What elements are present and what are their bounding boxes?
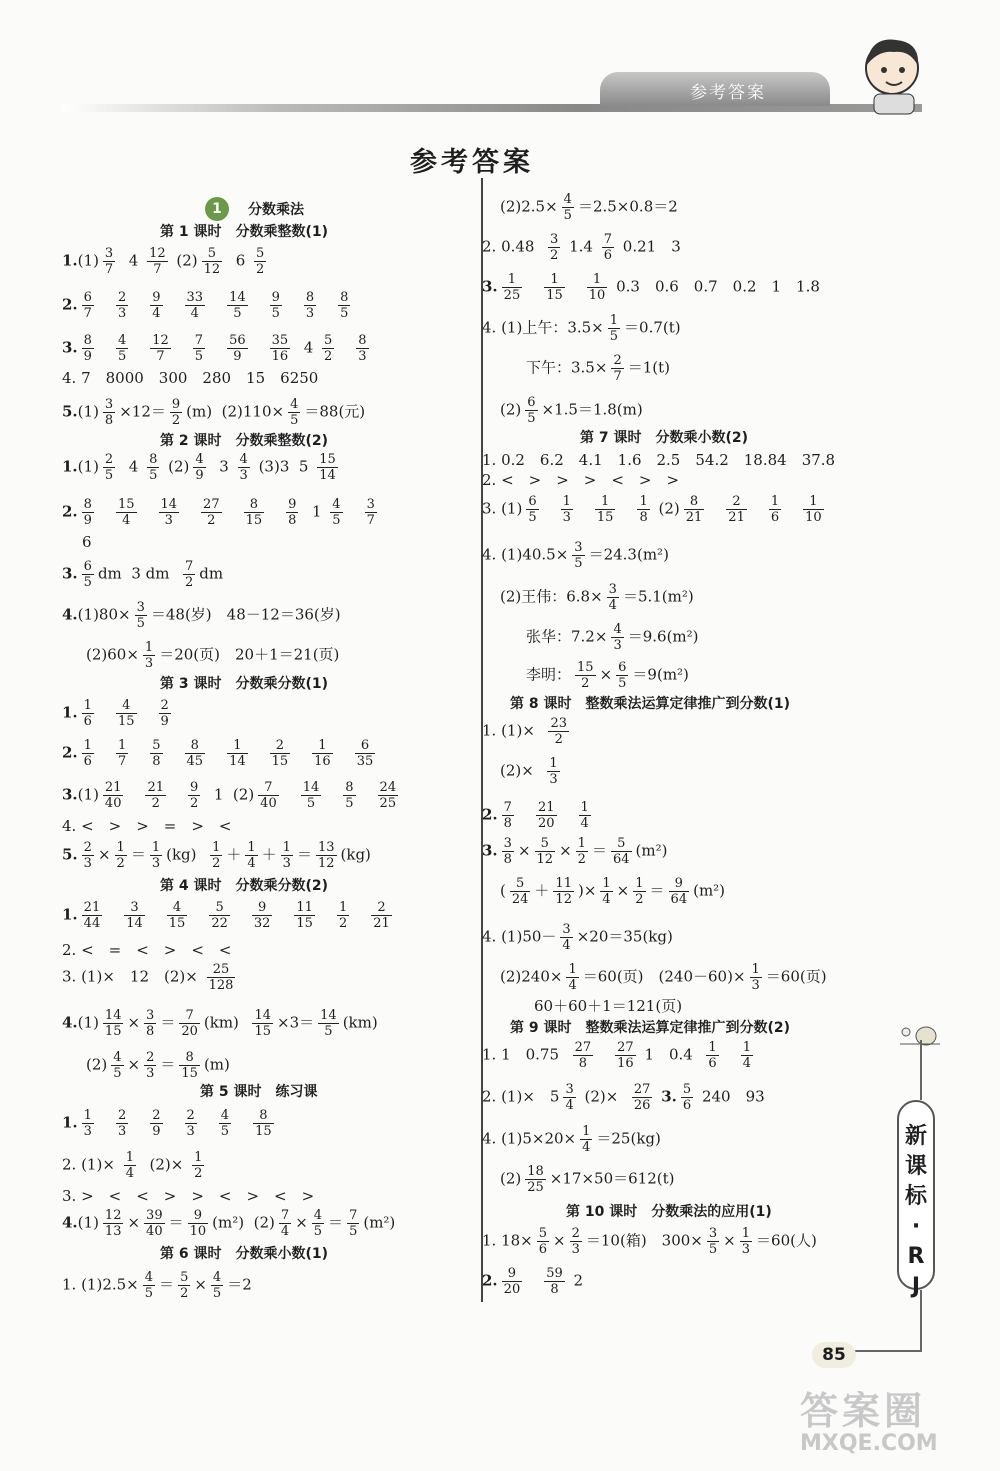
answer-line: 2. < > > > < > > <box>482 471 680 489</box>
answer-line: 2. < = < > < < <box>62 941 232 959</box>
answer-line: 李明： $\frac{15}{2}$ × $\frac{6}{5}$ ＝9(m²) <box>526 660 689 691</box>
answer-line: 1. 18× $\frac{5}{6}$ × $\frac{2}{3}$ ＝10(箱) 300× $\frac{3}{5}$ × $\frac{1}{3}$ ＝60(人) <box>482 1226 817 1257</box>
mascot-icon <box>850 30 930 120</box>
page-number: 85 <box>812 1342 856 1368</box>
answer-line: 4. 7 8000 300 280 15 6250 <box>62 369 319 387</box>
lesson-heading: 第 8 课时 整数乘法运算定律推广到分数(1) <box>510 696 791 712</box>
answer-line: 1. (1)2.5× $\frac{4}{5}$ ＝ $\frac{5}{2}$ × $\frac{4}{5}$ ＝2 <box>62 1270 252 1301</box>
answer-line: (2) $\frac{18}{25}$ ×17×50＝612(t) <box>500 1164 675 1195</box>
answer-line: 1. $\frac{1}{3}$ $\frac{2}{3}$ $\frac{2}{9}$ $\frac{2}{3}$ $\frac{4}{5}$ $\frac{8}{15}$ <box>62 1108 272 1139</box>
answer-line: 3. $\frac{1}{25}$ $\frac{1}{15}$ $\frac{1}{10}$ 0.3 0.6 0.7 0.2 1 1.8 <box>482 272 820 303</box>
answer-line: 1. 0.2 6.2 4.1 1.6 2.5 54.2 18.84 37.8 <box>482 451 836 469</box>
unit-number-badge: 1 <box>205 197 229 221</box>
lesson-heading: 第 3 课时 分数乘分数(1) <box>160 676 329 692</box>
answer-line: (2) $\frac{6}{5}$ ×1.5＝1.8(m) <box>500 395 643 426</box>
bottom-rule <box>855 1350 922 1352</box>
answer-line: 1. 1 0.75 $\frac{27}{8}$ $\frac{27}{16}$ 1 0.4 $\frac{1}{6}$ $\frac{1}{4}$ <box>482 1040 751 1071</box>
answer-line: 4.(1)80× $\frac{3}{5}$ ＝48(岁) 48－12＝36(岁) <box>62 600 341 631</box>
answer-line: 3. (1)× 12 (2)× $\frac{25}{128}$ <box>62 962 234 993</box>
unit-title: 分数乘法 <box>248 202 304 218</box>
answer-line: 3. $\frac{3}{8}$ × $\frac{5}{12}$ × $\frac{1}{2}$ ＝ $\frac{5}{64}$ (m²) <box>482 836 668 867</box>
lesson-heading: 第 4 课时 分数乘分数(2) <box>160 878 329 894</box>
answer-line: 5.(1) $\frac{3}{8}$ ×12＝ $\frac{9}{2}$ (m) (2)110× $\frac{4}{5}$ ＝88(元) <box>62 397 366 428</box>
answer-line: 3.(1) $\frac{21}{40}$ $\frac{21}{2}$ $\frac{9}{2}$ 1 (2) $\frac{7}{40}$ $\frac{14}{5}$ $\frac{8}{5}$ $\frac{24}{25}$ <box>62 780 397 811</box>
answer-line: 3. > < < > > < > < > <box>62 1187 315 1205</box>
answer-line: 1. $\frac{21}{44}$ $\frac{3}{14}$ $\frac{4}{15}$ $\frac{5}{22}$ $\frac{9}{32}$ $\frac{11}{15}$ $\frac{1}{2}$ $\frac{2}{21}$ <box>62 900 390 931</box>
answer-line: 4.(1) $\frac{12}{13}$ × $\frac{39}{40}$ ＝ $\frac{9}{10}$ (m²) (2) $\frac{7}{4}$ × $\frac{4}{5}$ ＝ $\frac{7}{5}$ (m²) <box>62 1208 396 1239</box>
answer-line: 60＋60＋1＝121(页) <box>534 997 683 1015</box>
answer-line: 3. $\frac{8}{9}$ $\frac{4}{5}$ $\frac{12}{7}$ $\frac{7}{5}$ $\frac{56}{9}$ $\frac{35}{16}$ 4 $\frac{5}{2}$ $\frac{8}{3}$ <box>62 333 367 364</box>
answer-line: 4. (1)40.5× $\frac{3}{5}$ ＝24.3(m²) <box>482 540 669 571</box>
curriculum-badge: 新 课 标 · R J <box>897 1100 935 1290</box>
lesson-heading: 第 9 课时 整数乘法运算定律推广到分数(2) <box>510 1020 791 1036</box>
answer-line: 1. $\frac{1}{6}$ $\frac{4}{15}$ $\frac{2}{9}$ <box>62 698 169 729</box>
side-rule <box>920 1040 922 1100</box>
side-rule <box>920 1290 922 1350</box>
page-title: 参考答案 <box>410 147 534 178</box>
lesson-heading: 第 2 课时 分数乘整数(2) <box>160 433 329 449</box>
answer-line: 2. (1)× 5 $\frac{3}{4}$ (2)× $\frac{27}{26}$ 3. $\frac{5}{6}$ 240 93 <box>482 1082 765 1113</box>
lesson-heading: 第 5 课时 练习课 <box>200 1084 318 1100</box>
answer-line: 下午：3.5× $\frac{2}{7}$ ＝1(t) <box>526 353 670 384</box>
answer-line: 1.(1) $\frac{3}{7}$ 4 $\frac{12}{7}$ (2) $\frac{5}{12}$ 6 $\frac{5}{2}$ <box>62 246 265 277</box>
answer-line: (2)× $\frac{1}{3}$ <box>500 756 558 787</box>
answer-line: 1.(1) $\frac{2}{5}$ 4 $\frac{8}{5}$ (2) $\frac{4}{9}$ 3 $\frac{4}{3}$ (3)3 5 $\frac{15}{14}$ <box>62 452 336 483</box>
answer-line: (2)240× $\frac{1}{4}$ ＝60(页) (240－60)× $\frac{1}{3}$ ＝60(页) <box>500 962 827 993</box>
answer-line: (2)60× $\frac{1}{3}$ ＝20(页) 20＋1＝21(页) <box>86 640 340 671</box>
answer-line: 2. $\frac{7}{8}$ $\frac{21}{20}$ $\frac{1}{4}$ <box>482 800 589 831</box>
answer-line: 2. $\frac{9}{20}$ $\frac{59}{8}$ 2 <box>482 1266 584 1297</box>
answer-line: 3. $\frac{6}{5}$ dm 3 dm $\frac{7}{2}$ dm <box>62 559 224 590</box>
answer-line: 4.(1) $\frac{14}{15}$ × $\frac{3}{8}$ ＝ $\frac{7}{20}$ (km) $\frac{14}{15}$ ×3＝ $\frac{14}{5}$ (km) <box>62 1008 378 1039</box>
answer-line: (2)王伟：6.8× $\frac{3}{4}$ ＝5.1(m²) <box>500 582 694 613</box>
answer-line: (2) $\frac{4}{5}$ × $\frac{2}{3}$ ＝ $\frac{8}{15}$ (m) <box>86 1050 230 1081</box>
lesson-heading: 第 6 课时 分数乘小数(1) <box>160 1246 329 1262</box>
answer-line: 4. (1)5×20× $\frac{1}{4}$ ＝25(kg) <box>482 1124 661 1155</box>
answer-line: 3. (1) $\frac{6}{5}$ $\frac{1}{3}$ $\frac{1}{15}$ $\frac{1}{8}$ (2) $\frac{8}{21}$ $\frac{2}{21}$ $\frac{1}{6}$ $\frac{1}{10}$ <box>482 494 822 525</box>
answer-line: 4. (1)上午：3.5× $\frac{1}{5}$ ＝0.7(t) <box>482 313 681 344</box>
answer-line: 2. (1)× $\frac{1}{4}$ (2)× $\frac{1}{2}$ <box>62 1150 203 1181</box>
answer-line: (2)2.5× $\frac{4}{5}$ ＝2.5×0.8＝2 <box>500 192 678 223</box>
answer-line: 4. < > > = > < <box>62 817 232 835</box>
answer-line: 2. $\frac{8}{9}$ $\frac{15}{4}$ $\frac{14}{3}$ $\frac{27}{2}$ $\frac{8}{15}$ $\frac{9}{8}$ 1 $\frac{4}{5}$ $\frac{3}{7}$ <box>62 497 375 528</box>
lesson-heading: 第 10 课时 分数乘法的应用(1) <box>566 1204 772 1220</box>
answer-line: 2. $\frac{1}{6}$ $\frac{1}{7}$ $\frac{5}{8}$ $\frac{8}{45}$ $\frac{1}{14}$ $\frac{2}{15}$ $\frac{1}{16}$ $\frac{6}{35}$ <box>62 738 374 769</box>
answer-line: 张华：7.2× $\frac{4}{3}$ ＝9.6(m²) <box>526 622 699 653</box>
header-tab-label: 参考答案 <box>690 83 766 103</box>
answer-line: 2. 0.48 $\frac{3}{2}$ 1.4 $\frac{7}{6}$ 0.21 3 <box>482 232 681 263</box>
answer-line: 5. $\frac{2}{3}$ × $\frac{1}{2}$ ＝ $\frac{1}{3}$ (kg) $\frac{1}{2}$ ＋ $\frac{1}{4}$ ＋ $\frac{1}{3}$ ＝ $\frac{13}{12}$ (kg) <box>62 840 371 871</box>
lesson-heading: 第 7 课时 分数乘小数(2) <box>580 430 749 446</box>
answer-line: 6 <box>82 533 92 551</box>
answer-line: 1. (1)× $\frac{23}{2}$ <box>482 716 567 747</box>
answer-line: 2. $\frac{6}{7}$ $\frac{2}{3}$ $\frac{9}{4}$ $\frac{33}{4}$ $\frac{14}{5}$ $\frac{9}{5}$ $\frac{8}{3}$ $\frac{8}{5}$ <box>62 290 349 321</box>
answer-line: ( $\frac{5}{24}$ ＋ $\frac{11}{12}$ )× $\frac{1}{4}$ × $\frac{1}{2}$ ＝ $\frac{9}{64}$ (m²) <box>500 876 726 907</box>
watermark: 答案圈 MXQE.COM <box>800 1389 938 1456</box>
answer-line: 4. (1)50－ $\frac{3}{4}$ ×20＝35(kg) <box>482 922 673 953</box>
lesson-heading: 第 1 课时 分数乘整数(1) <box>160 224 329 240</box>
